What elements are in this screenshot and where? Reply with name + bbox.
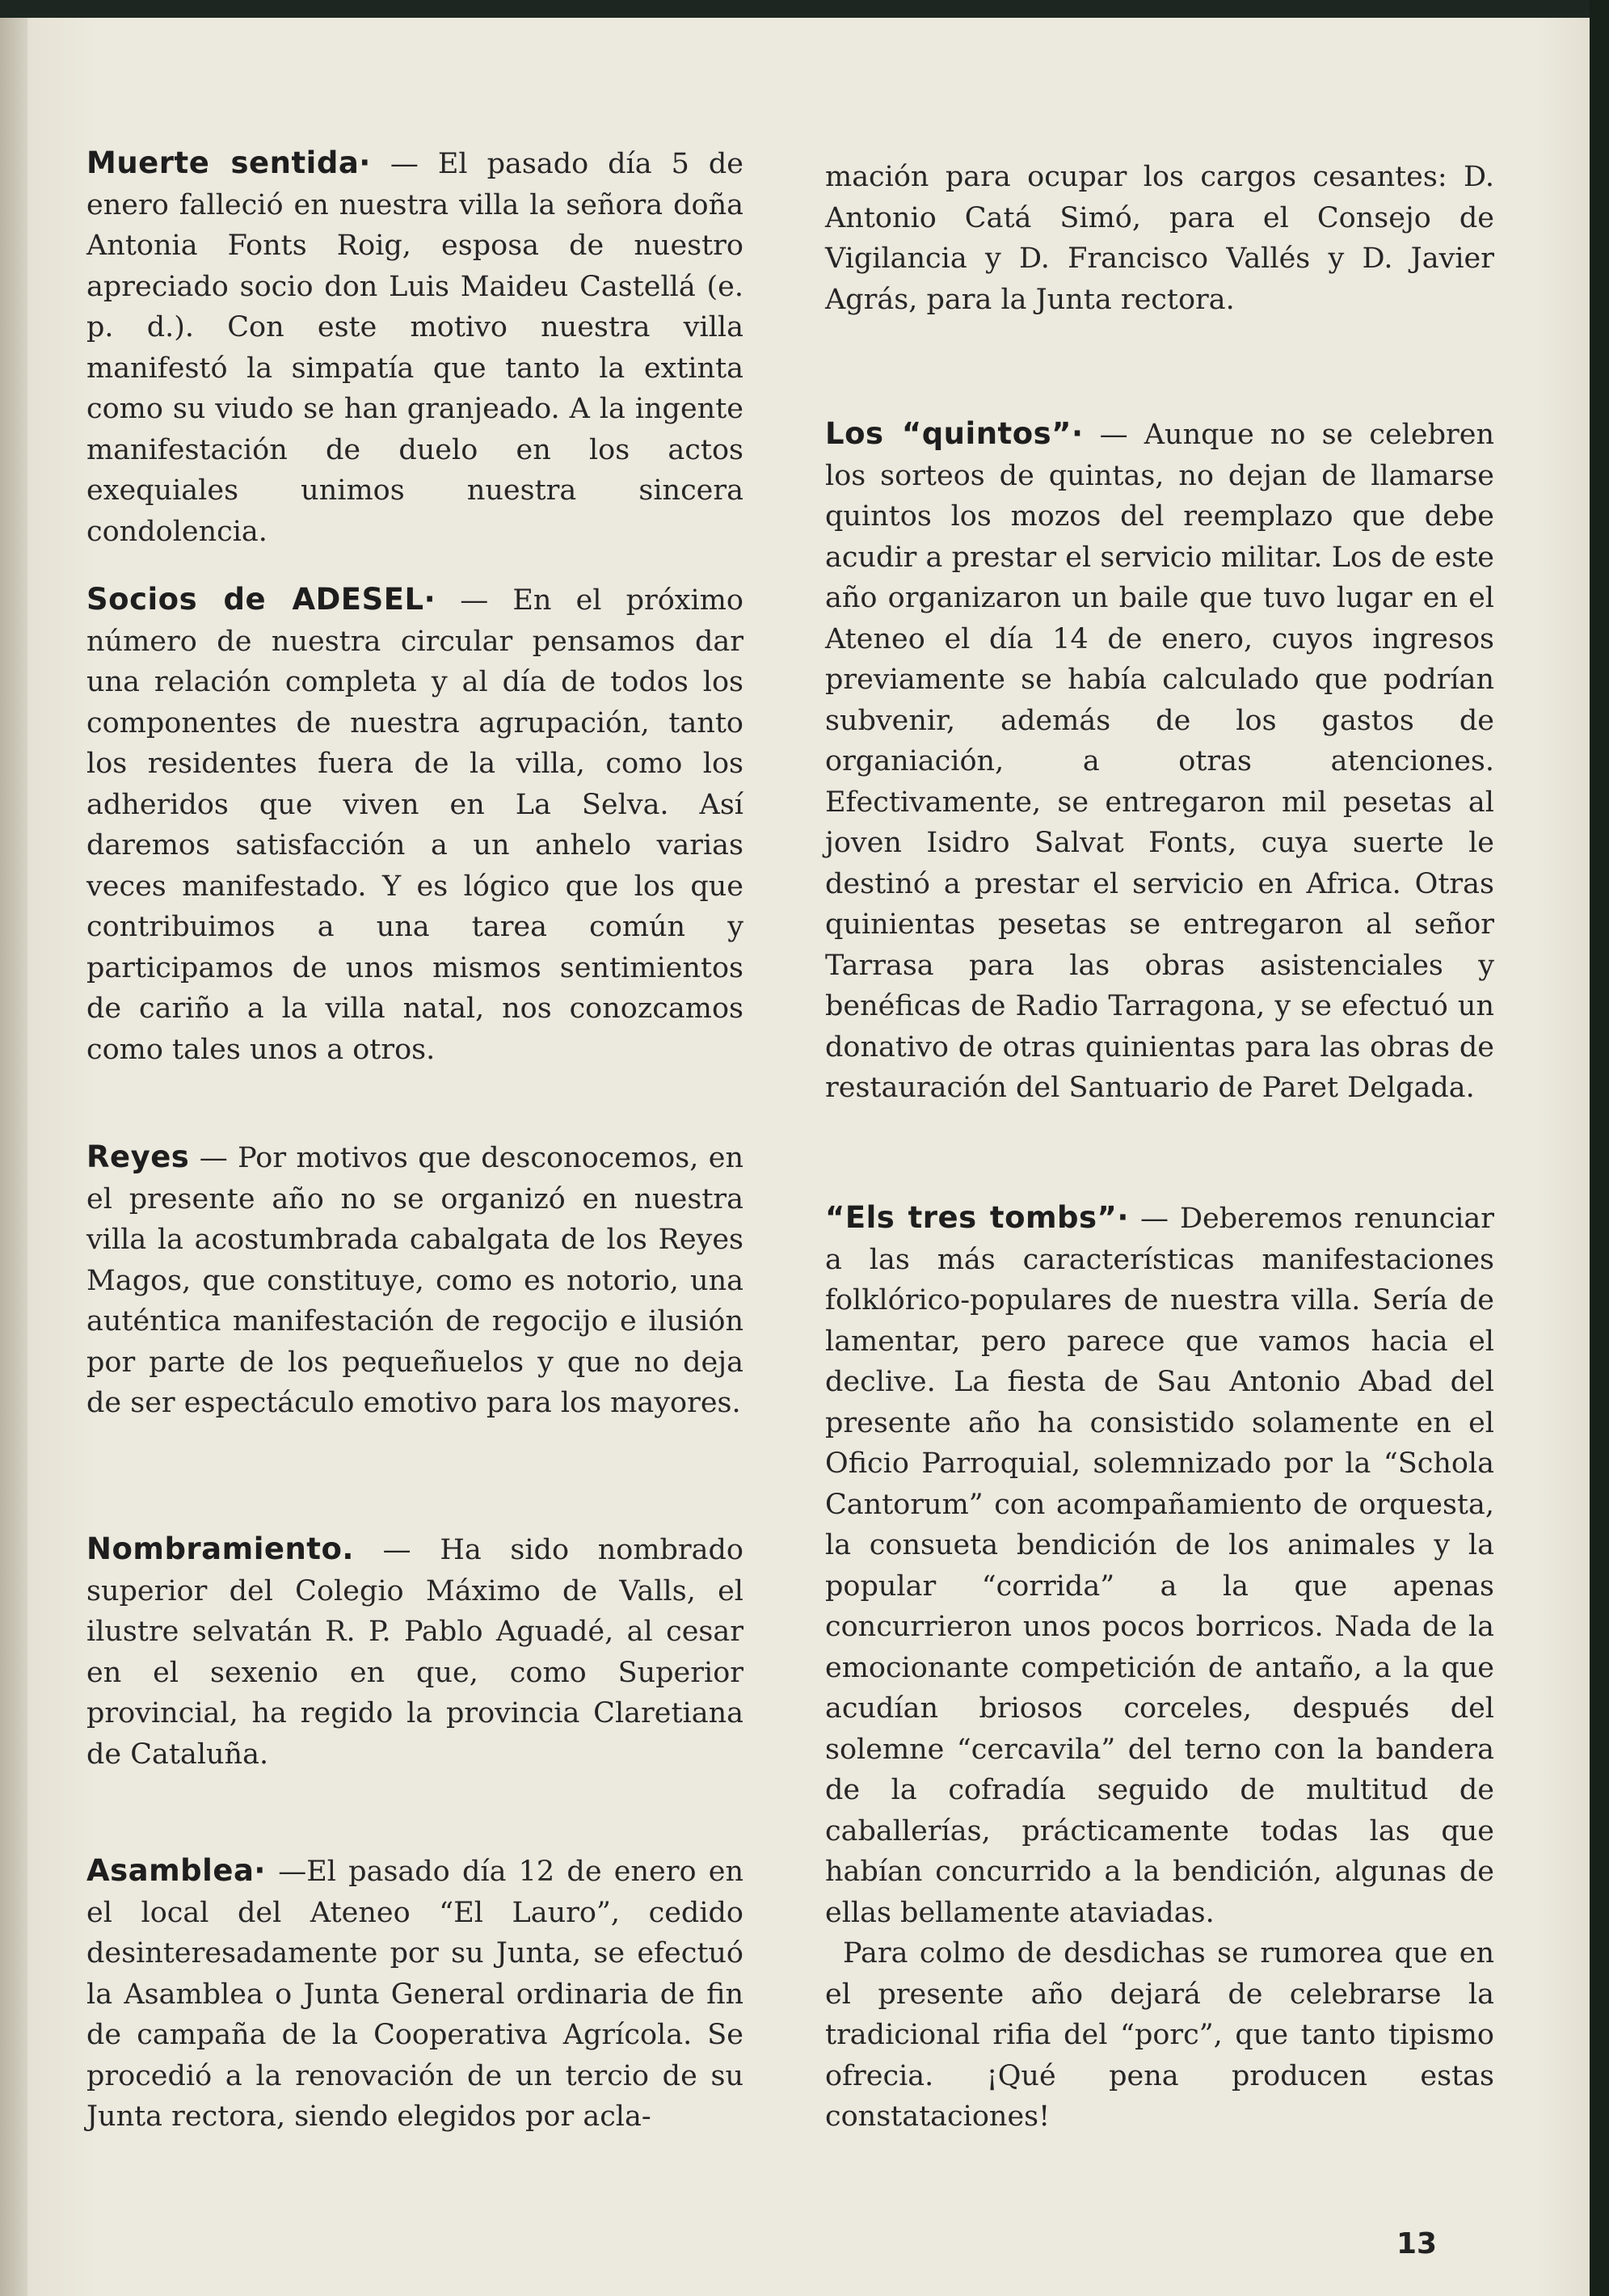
article-headline: Muerte sentida·: [86, 145, 371, 180]
article-paragraph: [825, 1198, 1494, 1933]
article-paragraph: [86, 1137, 743, 1424]
article-paragraph: [825, 1933, 1494, 2138]
article-els-tres-tombs: [825, 1198, 1494, 2138]
article-body: — Deberemos renunciar a las más características manifestaciones folklórico-populares de nuestra villa. Sería de lamentar, pero parece que vamos hacia el declive. La fiesta de Sau Antonio Abad del presente año ha consistido solamente en el Oficio Parroquial, solemnizado por la “Schola Cantorum” con acompañamiento de orquesta, la consueta bendición de los animales y la popular “corrida” a la que apenas concurrieron unos pocos borricos. Nada de la emocionante competición de antaño, a la que acudían briosos corceles, después del solemne “cercavila” del terno con la bandera de la cofradía seguido de multitud de caballerías, prácticamente todas las que habían concurrido a la bendición, algunas de ellas bellamente ataviadas.: [825, 1203, 1494, 1929]
page-number: 13: [1396, 2227, 1438, 2260]
article-body: — Aunque no se celebren los sorteos de quintas, no dejan de llamarse quintos los mozos del reemplazo que debe acudir a prestar el servicio militar. Los de este año organizaron un baile que tuvo lugar en el Ateneo el día 14 de enero, cuyos ingresos previamente se había calculado que podrían subvenir, además de los gastos de organiación, a otras atenciones. Efectivamente, se entregaron mil pesetas al joven Isidro Salvat Fonts, cuya suerte le destinó a prestar el servicio en Africa. Otras quinientas pesetas se entregaron al señor Tarrasa para las obras asistenciales y benéficas de Radio Tarragona, y se efectuó un donativo de otras quinientas para las obras de restauración del Santuario de Paret Delgada.: [825, 419, 1494, 1104]
article-body: — En el próximo número de nuestra circular pensamos dar una relación completa y al día de todos los componentes de nuestra agrupación, tanto los residentes fuera de la villa, como los adheridos que viven en La Selva. Así daremos satisfacción a un anhelo varias veces manifestado. Y es lógico que los que contribuimos a una tarea común y participamos de unos mismos sentimientos de cariño a la villa natal, nos conozcamos como tales unos a otros.: [86, 584, 743, 1066]
article-body: mación para ocupar los cargos cesantes: D. Antonio Catá Simó, para el Consejo de Vigilancia y D. Francisco Vallés y D. Javier Agrás, para la Junta rectora.: [825, 161, 1494, 316]
article-paragraph: [825, 414, 1494, 1109]
article-paragraph: [86, 1529, 743, 1775]
article-nombramiento: [86, 1529, 743, 1775]
document-page: [0, 18, 1590, 2296]
article-headline: Nombramiento.: [86, 1531, 354, 1566]
article-paragraph: [86, 579, 743, 1070]
article-body: — El pasado día 5 de enero falleció en nuestra villa la señora doña Antonia Fonts Roig, esposa de nuestro apreciado socio don Luis Maideu Castellá (e. p. d.). Con este motivo nuestra villa manifestó la simpatía que tanto la extinta como su viudo se han granjeado. A la ingente manifestación de duelo en los actos exequiales unimos nuestra sincera condolencia.: [86, 148, 743, 548]
article-body: — Por motivos que desconocemos, en el presente año no se organizó en nuestra villa la acostumbrada cabalgata de los Reyes Magos, que constituye, como es notorio, una auténtica manifestación de regocijo e ilusión por parte de los pequeñuelos y que no deja de ser espectáculo emotivo para los mayores.: [86, 1142, 743, 1419]
article-paragraph: [86, 1851, 743, 2138]
article-reyes: [86, 1137, 743, 1424]
article-body: —El pasado día 12 de enero en el local del Ateneo “El Lauro”, cedido desinteresadamente por su Junta, se efectuó la Asamblea o Junta General ordinaria de fin de campaña de la Cooperativa Agrícola. Se procedió a la renovación de un tercio de su Junta rectora, siendo elegidos por acla-: [86, 1856, 743, 2133]
article-socios-adesel: [86, 579, 743, 1070]
article-continuation: [825, 157, 1494, 320]
article-los-quintos: [825, 414, 1494, 1109]
scan-right-edge: [1590, 0, 1609, 2296]
article-body: Para colmo de desdichas se rumorea que en el presente año dejará de celebrarse la tradicional rifia del “porc”, que tanto tipismo ofrecia. ¡Qué pena producen estas constataciones!: [825, 1937, 1494, 2133]
article-paragraph: [86, 143, 743, 552]
article-headline: Reyes: [86, 1140, 190, 1174]
article-muerte-sentida: [86, 143, 743, 552]
article-paragraph: [825, 157, 1494, 320]
article-body: — Ha sido nombrado superior del Colegio Máximo de Valls, el ilustre selvatán R. P. Pablo Aguadé, al cesar en el sexenio en que, como Superior provincial, ha regido la provincia Claretiana de Cataluña.: [86, 1534, 743, 1771]
article-asamblea: [86, 1851, 743, 2138]
page-binding-shadow: [0, 18, 27, 2296]
article-headline: Socios de ADESEL·: [86, 582, 436, 617]
article-headline: Los “quintos”·: [825, 416, 1084, 451]
article-headline: Asamblea·: [86, 1853, 266, 1888]
article-headline: “Els tres tombs”·: [825, 1200, 1129, 1235]
